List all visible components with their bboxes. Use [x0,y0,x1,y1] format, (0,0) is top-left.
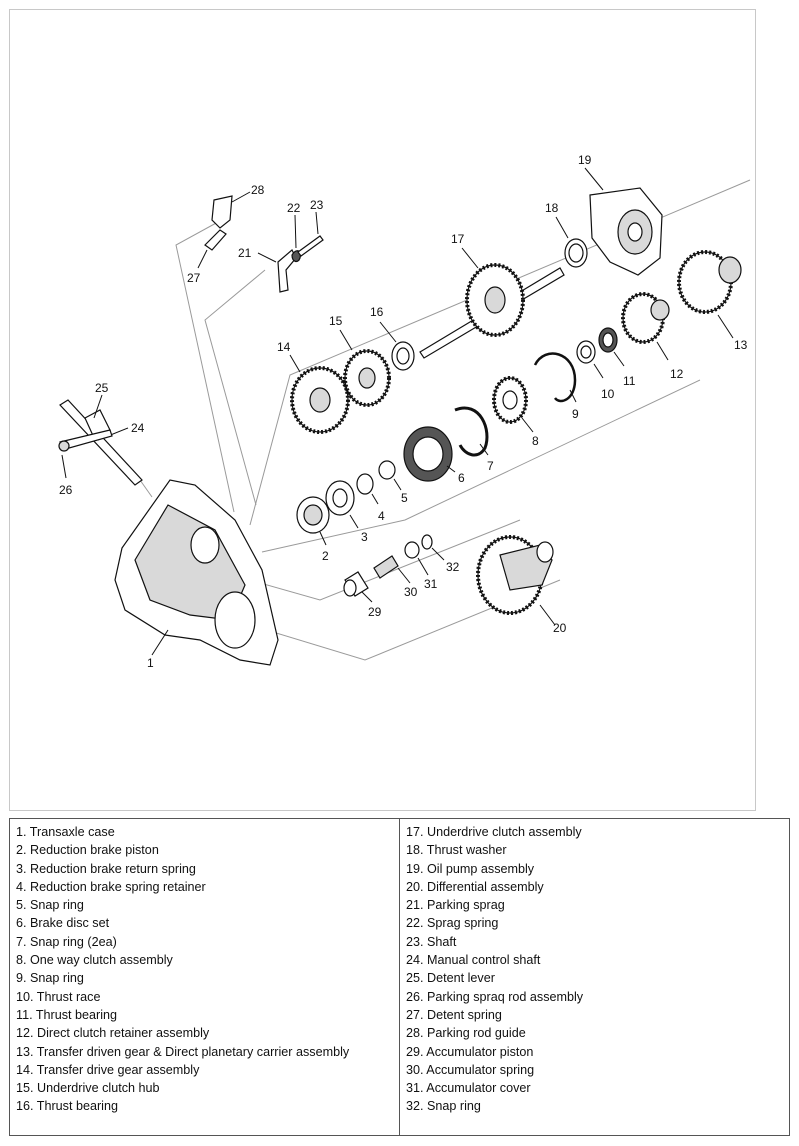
part-underdrive-clutch-hub [340,330,389,405]
callout-8: 8 [532,434,539,448]
part-one-way-clutch-assembly [494,378,533,432]
callout-16: 16 [370,305,384,319]
legend-item: 4. Reduction brake spring retainer [16,879,206,894]
legend-item: 22. Sprag spring [406,916,499,931]
part-oil-pump-assembly [585,168,662,275]
legend-item: 9. Snap ring [16,971,84,986]
callout-22: 22 [287,201,301,215]
legend-item: 20. Differential assembly [406,879,544,894]
legend-item: 12. Direct clutch retainer assembly [16,1026,210,1041]
part-transfer-driven-gear [679,252,741,338]
part-thrust-washer [556,217,587,267]
legend-item: 6. Brake disc set [16,916,110,931]
legend-item: 10. Thrust race [16,989,101,1004]
legend-item: 31. Accumulator cover [406,1081,531,1096]
callout-25: 25 [95,381,109,395]
part-snap-ring-5 [379,461,401,490]
callout-21: 21 [238,246,252,260]
legend-item: 29. Accumulator piston [406,1044,534,1059]
legend-item: 32. Snap ring [406,1099,481,1114]
legend-item: 7. Snap ring (2ea) [16,934,117,949]
legend-item: 11. Thrust bearing [16,1007,118,1022]
part-parking-rod-guide [212,192,250,228]
legend-item: 1. Transaxle case [16,825,115,839]
callout-13: 13 [734,338,748,352]
callout-23: 23 [310,198,324,212]
legend-item: 14. Transfer drive gear assembly [16,1062,200,1077]
callout-5: 5 [401,491,408,505]
part-accumulator-spring [374,556,410,583]
legend-item: 16. Thrust bearing [16,1099,118,1114]
legend-item: 18. Thrust washer [406,843,507,858]
callout-9: 9 [572,407,579,421]
legend-item: 27. Detent spring [406,1007,502,1022]
callout-10: 10 [601,387,615,401]
callout-15: 15 [329,314,343,328]
callout-6: 6 [458,471,465,485]
part-reduction-brake-spring-retainer [357,474,378,504]
part-differential-assembly [478,537,555,625]
part-underdrive-clutch-assembly [420,248,564,358]
legend-item: 15. Underdrive clutch hub [16,1081,160,1096]
callout-24: 24 [131,421,145,435]
part-parking-sprag-rod-assembly [59,430,112,478]
legend-item: 8. One way clutch assembly [16,953,173,968]
legend-item: 24. Manual control shaft [406,953,541,968]
part-sprag-spring [292,215,300,262]
callout-11: 11 [623,374,636,388]
part-direct-clutch-retainer-assembly [623,294,669,360]
legend-item: 19. Oil pump assembly [406,861,535,876]
callout-32: 32 [446,560,460,574]
callout-4: 4 [378,509,385,523]
legend-column-right [399,819,789,1135]
callout-14: 14 [277,340,291,354]
legend-item: 30. Accumulator spring [406,1062,535,1077]
callout-3: 3 [361,530,368,544]
part-transaxle-case [115,480,278,665]
legend-item: 3. Reduction brake return spring [16,861,196,876]
callout-19: 19 [578,153,592,167]
part-snap-ring-2ea [455,408,488,455]
part-brake-disc-set [404,427,455,481]
callout-1: 1 [147,656,154,670]
legend-column-left [10,819,399,1135]
part-accumulator-piston [344,572,372,602]
callout-26: 26 [59,483,73,497]
legend-item: 26. Parking spraq rod assembly [406,989,584,1004]
part-reduction-brake-return-spring [326,481,358,528]
legend-item: 25. Detent lever [406,971,495,986]
part-thrust-race [577,341,603,378]
callout-7: 7 [487,459,494,473]
part-thrust-bearing-11 [599,328,624,366]
part-shaft [298,212,323,256]
part-transfer-drive-gear [290,355,348,432]
legend-item: 5. Snap ring [16,898,84,913]
callout-28: 28 [251,183,265,197]
callout-12: 12 [670,367,684,381]
part-snap-ring-9 [535,354,576,402]
callout-20: 20 [553,621,567,635]
legend-item: 13. Transfer driven gear & Direct planetary carrier assembly [16,1044,350,1059]
callout-30: 30 [404,585,418,599]
legend-item: 28. Parking rod guide [406,1026,526,1041]
legend-item: 21. Parking sprag [406,898,505,913]
callout-2: 2 [322,549,329,563]
part-detent-spring [198,230,226,268]
legend-item: 2. Reduction brake piston [16,843,159,858]
parts-legend [9,818,790,1136]
callout-31: 31 [424,577,438,591]
callout-27: 27 [187,271,201,285]
callout-29: 29 [368,605,382,619]
callout-18: 18 [545,201,559,215]
part-snap-ring-32 [422,535,444,560]
callout-17: 17 [451,232,465,246]
legend-item: 17. Underdrive clutch assembly [406,825,582,839]
legend-item: 23. Shaft [406,934,457,949]
